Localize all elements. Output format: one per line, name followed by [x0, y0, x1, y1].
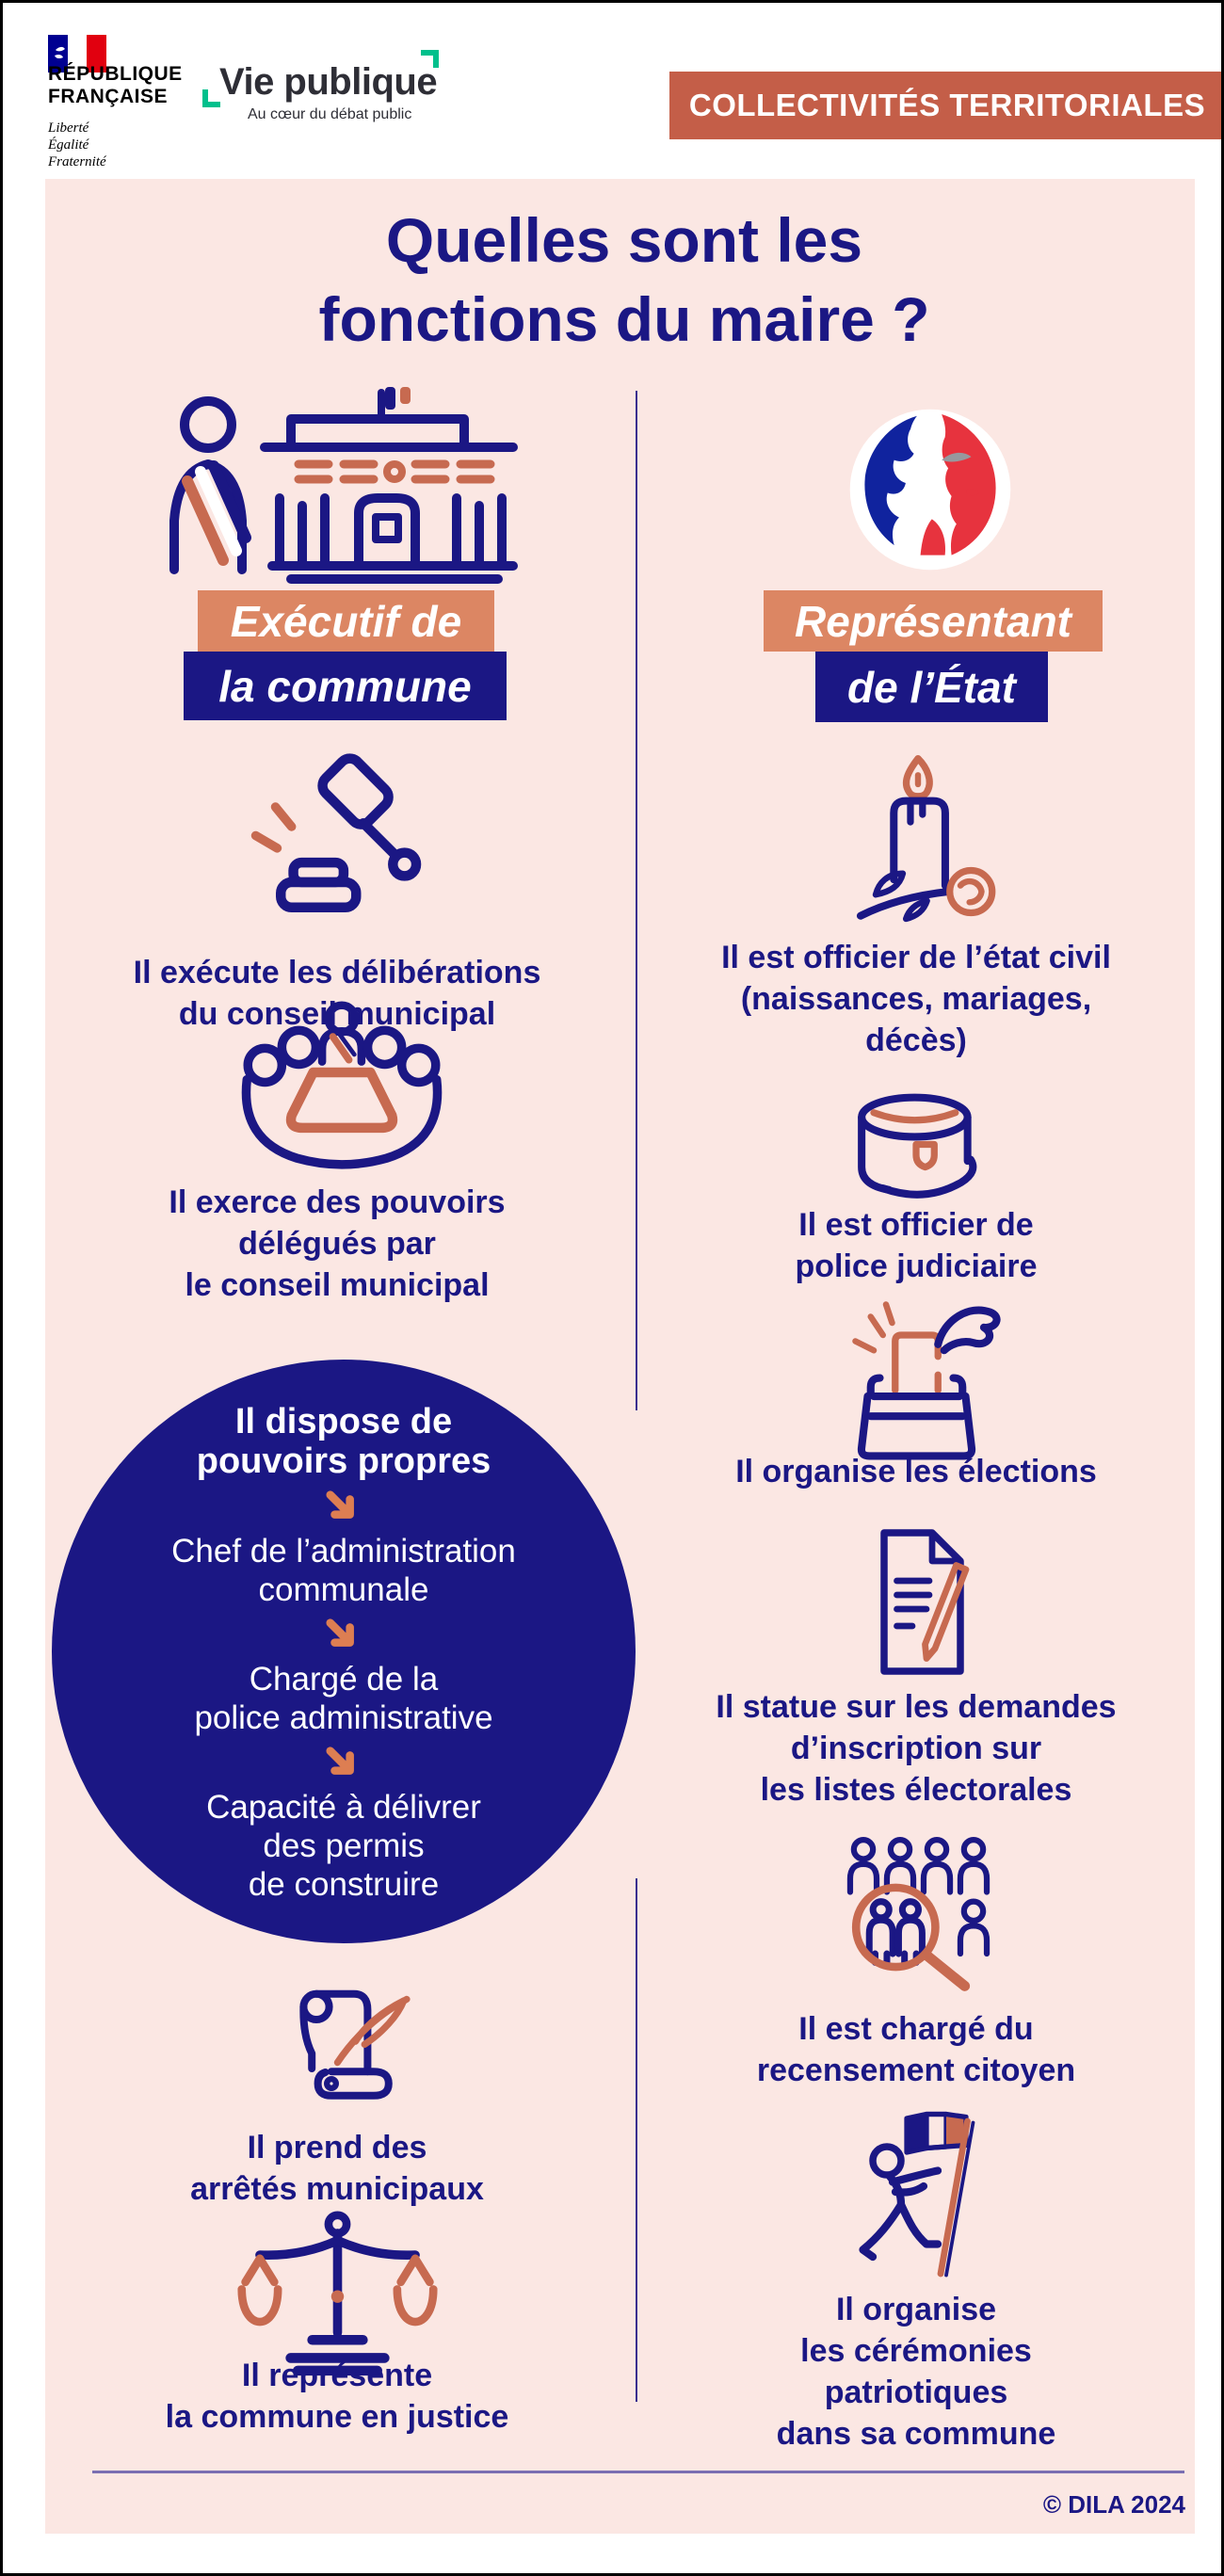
- vie-publique-name: Vie publique: [219, 61, 438, 103]
- left-item-3-text: Il prend des arrêtés municipaux: [190, 2130, 484, 2207]
- rf-logo-text: RÉPUBLIQUE FRANÇAISE: [48, 63, 183, 107]
- police-cap-icon: [831, 1076, 1001, 1220]
- copyright: © DILA 2024: [1042, 2490, 1185, 2519]
- left-item-2-text: Il exerce des pouvoirs délégués par le conseil municipal: [169, 1184, 506, 1303]
- arrow-down-right-icon: [324, 1746, 363, 1781]
- flag-bearer-icon: [833, 2104, 1003, 2285]
- left-banner-bottom: la commune: [184, 652, 507, 720]
- right-banner-bottom: de l’État: [815, 652, 1048, 722]
- page-title: Quelles sont les fonctions du maire ?: [318, 205, 930, 354]
- marianne-icon: [848, 408, 1012, 572]
- own-powers-circle: Il dispose de pouvoirs propres Chef de l’administration communale Chargé de la police administrative Capacité à délivrer des permis de construire: [52, 1360, 636, 1943]
- document-pencil-icon: [847, 1524, 989, 1682]
- right-item-6-text: Il organise les cérémonies patriotiques dans sa commune: [776, 2292, 1056, 2452]
- gavel-icon: [243, 751, 441, 940]
- green-bracket-icon: [202, 89, 220, 107]
- mayor-town-hall-icon: [155, 385, 523, 588]
- right-banner-top: Représentant: [764, 590, 1103, 652]
- left-item-4-text: Il représente la commune en justice: [165, 2358, 509, 2435]
- vie-publique-logo: [202, 50, 447, 135]
- category-badge: COLLECTIVITÉS TERRITORIALES: [669, 72, 1224, 139]
- candle-rose-icon: [833, 752, 1003, 931]
- ballot-box-icon: [825, 1298, 1008, 1470]
- arrow-down-right-icon: [324, 1618, 363, 1653]
- left-item-1-text: Il exécute les délibérations du conseil municipal: [133, 955, 541, 1032]
- right-item-2-text: Il est officier de police judiciaire: [795, 1207, 1038, 1284]
- right-item-3-text: Il organise les élections: [735, 1454, 1097, 1489]
- rf-motto: Liberté Égalité Fraternité: [48, 121, 106, 169]
- arrow-down-right-icon: [324, 1489, 363, 1525]
- municipal-council-icon: [224, 1001, 459, 1180]
- scroll-quill-icon: [266, 1978, 427, 2121]
- column-divider-bottom: [636, 1878, 637, 2402]
- right-item-1-text: Il est officier de l’état civil (naissances, mariages, décès): [721, 940, 1111, 1058]
- right-item-4-text: Il statue sur les demandes d’inscription sur les listes électorales: [716, 1689, 1117, 1808]
- left-banner-top: Exécutif de: [198, 590, 494, 652]
- column-divider-top: [636, 391, 637, 1410]
- right-item-5-text: Il est chargé du recensement citoyen: [756, 2011, 1076, 2088]
- vie-publique-tagline: Au cœur du débat public: [248, 106, 412, 122]
- census-magnifier-icon: [827, 1833, 1010, 1998]
- footer-divider: [92, 2471, 1184, 2473]
